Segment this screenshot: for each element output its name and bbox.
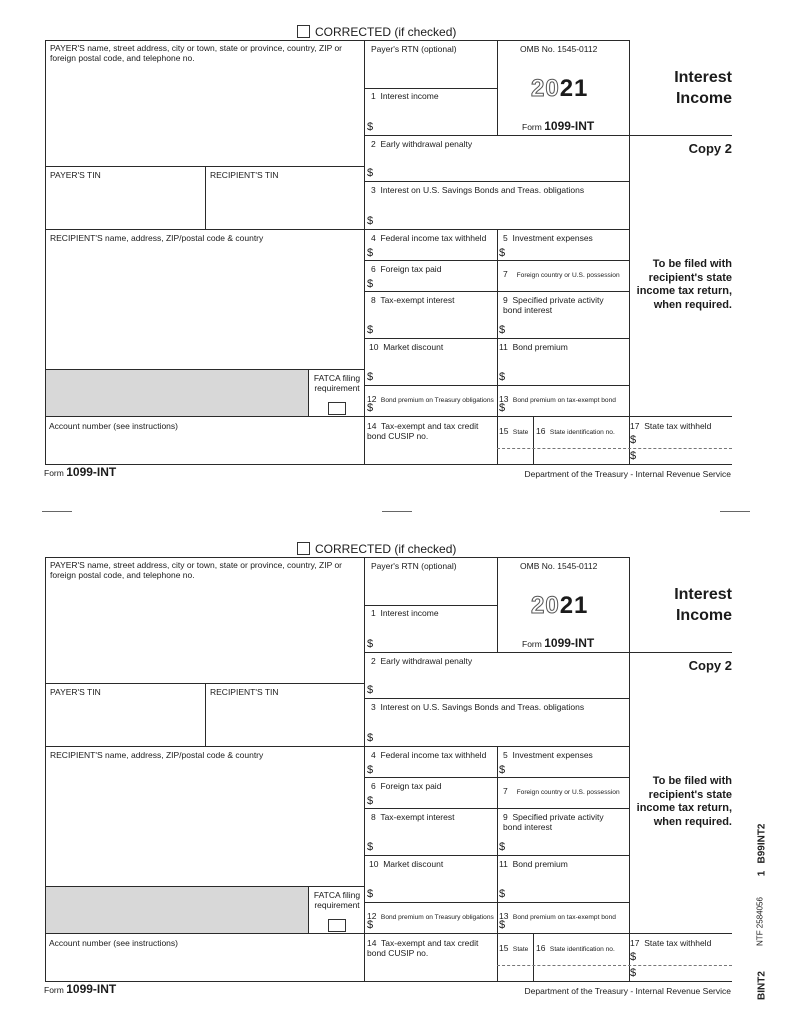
box-16-label: 16 State identification no. [536, 426, 615, 436]
footer-form-word: Form [44, 468, 64, 478]
box-2-field[interactable] [376, 152, 628, 180]
box-8-dollar: $ [367, 324, 374, 336]
box-2-label: 2 Early withdrawal penalty [371, 656, 473, 666]
omb-number: OMB No. 1545-0112 [520, 561, 598, 571]
footer-form-number: 1099-INT [66, 982, 117, 996]
shaded-area [46, 887, 308, 933]
year-bold-digits: 21 [559, 75, 589, 102]
side-one: 1 [756, 870, 768, 877]
box-9-label: 9 Specified private activity bond interest [503, 295, 604, 315]
box-12-label: 12 Bond premium on Treasury obligations [367, 394, 494, 404]
box-6-label: 6 Foreign tax paid [371, 264, 442, 274]
box-16-label: 16 State identification no. [536, 943, 615, 953]
fatca-label: FATCA filing requirement [313, 890, 361, 910]
form-name-footer [44, 983, 116, 996]
payer-rtn-label: Payer's RTN (optional) [371, 561, 457, 571]
box-1-field[interactable] [376, 621, 496, 651]
box-14-label: 14 Tax-exempt and tax credit bond CUSIP no. [367, 421, 479, 441]
box-11-dollar: $ [499, 888, 506, 900]
account-number-label: Account number (see instructions) [49, 938, 178, 948]
fatca-label: FATCA filing requirement [313, 373, 361, 393]
payer-rtn-field[interactable] [365, 573, 497, 605]
payer-tin-field[interactable] [46, 699, 204, 745]
box-13-label: 13 Bond premium on tax-exempt bond [499, 394, 616, 404]
box-17-label: 17 State tax withheld [630, 938, 712, 948]
corrected-checkbox[interactable] [297, 25, 310, 38]
box-9-dollar: $ [499, 841, 506, 853]
box-4-dollar: $ [367, 764, 374, 776]
tax-year [531, 77, 588, 101]
box-15-label: 15 State [499, 426, 529, 436]
box-8-dollar: $ [367, 841, 374, 853]
box-12-dollar: $ [367, 402, 374, 414]
box-11-dollar: $ [499, 371, 506, 383]
shaded-area [46, 370, 308, 416]
box-5-dollar: $ [499, 247, 506, 259]
box-13-dollar: $ [499, 402, 506, 414]
payer-name-label: PAYER'S name, street address, city or town, state or province, country, ZIP or foreign postal code, and telephone no. [50, 43, 343, 63]
payer-tin-field[interactable] [46, 182, 204, 228]
year-outline-digits: 20 [531, 75, 560, 102]
form-title [632, 584, 732, 626]
form-title [632, 67, 732, 109]
side-code: BINT2 [756, 971, 768, 1000]
box-12-label: 12 Bond premium on Treasury obligations [367, 911, 494, 921]
box-3-field[interactable] [376, 198, 628, 228]
form-name-top [522, 637, 594, 650]
box-12-dollar: $ [367, 919, 374, 931]
form-number: 1099-INT [544, 636, 595, 650]
box-8-label: 8 Tax-exempt interest [371, 812, 455, 822]
box-3-field[interactable] [376, 715, 628, 745]
payer-rtn-label: Payer's RTN (optional) [371, 44, 457, 54]
box-6-label: 6 Foreign tax paid [371, 781, 442, 791]
year-outline-digits: 20 [531, 592, 560, 619]
box-3-dollar: $ [367, 732, 374, 744]
form-name-footer [44, 466, 116, 479]
cut-mark-center [382, 511, 412, 512]
box-10-dollar: $ [367, 371, 374, 383]
box-17-dollar-2: $ [630, 450, 637, 462]
department-label: Department of the Treasury - Internal Revenue Service [524, 469, 731, 479]
box-10-label: 10 Market discount [369, 342, 444, 352]
payer-tin-label: PAYER'S TIN [50, 687, 101, 697]
box-11-label: 11 Bond premium [499, 342, 568, 352]
filing-note: To be filed with recipient's state income tax return, when required. [636, 258, 732, 311]
box-11-label: 11 Bond premium [499, 859, 568, 869]
payer-tin-label: PAYER'S TIN [50, 170, 101, 180]
recipient-name-label: RECIPIENT'S name, address, ZIP/postal code & country [50, 750, 264, 760]
form-word: Form [522, 122, 542, 132]
box-2-dollar: $ [367, 684, 374, 696]
box-3-label: 3 Interest on U.S. Savings Bonds and Treas. obligations [371, 702, 585, 712]
payer-name-field[interactable] [46, 66, 364, 166]
box-1-dollar: $ [367, 121, 374, 133]
year-bold-digits: 21 [559, 592, 589, 619]
account-number-label: Account number (see instructions) [49, 421, 178, 431]
cut-mark-left [42, 511, 72, 512]
recipient-name-field[interactable] [46, 246, 364, 368]
box-2-field[interactable] [376, 669, 628, 697]
box-1-label: 1 Interest income [371, 608, 439, 618]
recipient-name-label: RECIPIENT'S name, address, ZIP/postal code & country [50, 233, 264, 243]
title-line-2: Income [675, 90, 732, 107]
box-7-label: 7 Foreign country or U.S. possession [503, 269, 620, 279]
box-17-dollar-2: $ [630, 967, 637, 979]
box-2-dollar: $ [367, 167, 374, 179]
box-1-label: 1 Interest income [371, 91, 439, 101]
payer-name-label: PAYER'S name, street address, city or town, state or province, country, ZIP or foreign postal code, and telephone no. [50, 560, 343, 580]
tax-year [531, 594, 588, 618]
box-5-dollar: $ [499, 764, 506, 776]
box-2-label: 2 Early withdrawal penalty [371, 139, 473, 149]
footer-form-word: Form [44, 985, 64, 995]
box-13-label: 13 Bond premium on tax-exempt bond [499, 911, 616, 921]
form-number: 1099-INT [544, 119, 595, 133]
box-10-label: 10 Market discount [369, 859, 444, 869]
box-4-label: 4 Federal income tax withheld [371, 233, 487, 243]
title-line-2: Income [675, 607, 732, 624]
box-9-label: 9 Specified private activity bond interest [503, 812, 604, 832]
box-3-label: 3 Interest on U.S. Savings Bonds and Treas. obligations [371, 185, 585, 195]
payer-rtn-field[interactable] [365, 56, 497, 88]
fatca-checkbox[interactable] [328, 919, 346, 932]
side-part: B99INT2 [756, 823, 768, 864]
box-6-dollar: $ [367, 278, 374, 290]
account-number-field[interactable] [46, 434, 364, 463]
box-9-dollar: $ [499, 324, 506, 336]
copy-label: Copy 2 [688, 658, 732, 673]
box-8-label: 8 Tax-exempt interest [371, 295, 455, 305]
box-7-label: 7 Foreign country or U.S. possession [503, 786, 620, 796]
side-ntf: NTF 2584056 [755, 897, 765, 946]
corrected-checkbox[interactable] [297, 542, 310, 555]
box-15-label: 15 State [499, 943, 529, 953]
box-17-label: 17 State tax withheld [630, 421, 712, 431]
department-label: Department of the Treasury - Internal Revenue Service [524, 986, 731, 996]
form-1099-int-bottom [0, 517, 800, 1027]
footer-form-number: 1099-INT [66, 465, 117, 479]
box-3-dollar: $ [367, 215, 374, 227]
box-4-dollar: $ [367, 247, 374, 259]
recipient-tin-field[interactable] [206, 699, 364, 745]
box-5-label: 5 Investment expenses [503, 233, 593, 243]
box-14-label: 14 Tax-exempt and tax credit bond CUSIP no. [367, 938, 479, 958]
form-name-top [522, 120, 594, 133]
account-number-field[interactable] [46, 951, 364, 980]
box-5-label: 5 Investment expenses [503, 750, 593, 760]
box-13-dollar: $ [499, 919, 506, 931]
omb-number: OMB No. 1545-0112 [520, 44, 598, 54]
filing-note: To be filed with recipient's state income tax return, when required. [636, 775, 732, 828]
recipient-tin-field[interactable] [206, 182, 364, 228]
box-1-field[interactable] [376, 104, 496, 134]
fatca-checkbox[interactable] [328, 402, 346, 415]
box-4-label: 4 Federal income tax withheld [371, 750, 487, 760]
form-word: Form [522, 639, 542, 649]
corrected-label: CORRECTED (if checked) [315, 542, 457, 556]
box-1-dollar: $ [367, 638, 374, 650]
recipient-tin-label: RECIPIENT'S TIN [210, 687, 279, 697]
title-line-1: Interest [674, 586, 732, 603]
cut-mark-right [720, 511, 750, 512]
copy-label: Copy 2 [688, 141, 732, 156]
title-line-1: Interest [674, 69, 732, 86]
form-1099-int-top [0, 0, 800, 510]
corrected-label: CORRECTED (if checked) [315, 25, 457, 39]
box-10-dollar: $ [367, 888, 374, 900]
payer-name-field[interactable] [46, 583, 364, 683]
box-17-dollar-1: $ [630, 951, 637, 963]
box-17-dollar-1: $ [630, 434, 637, 446]
recipient-tin-label: RECIPIENT'S TIN [210, 170, 279, 180]
recipient-name-field[interactable] [46, 763, 364, 885]
box-6-dollar: $ [367, 795, 374, 807]
